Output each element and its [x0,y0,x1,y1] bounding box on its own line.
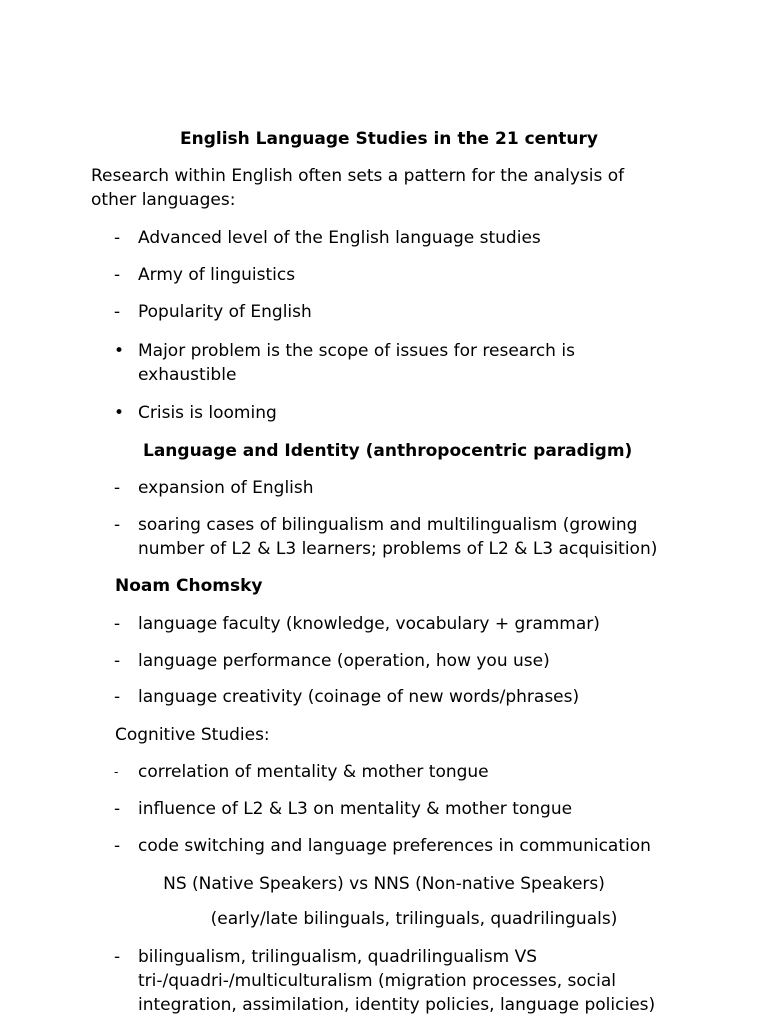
document-title: English Language Studies in the 21 century [180,129,598,149]
section-heading-chomsky: Noam Chomsky [115,576,263,596]
dash-marker: - [114,651,121,671]
dash-marker: - [114,228,121,248]
dash-marker: - [114,302,121,322]
dash-marker: - [114,687,121,707]
dash-marker: - [114,947,121,967]
dash-marker: - [114,515,121,535]
dash-marker: - [114,836,121,856]
dash-marker: - [114,799,121,819]
bullet-marker: • [114,341,125,361]
intro-line-2: other languages: [91,190,236,210]
centered-line-ns-nns: NS (Native Speakers) vs NNS (Non-native Speakers) [163,874,605,894]
dash-marker: - [114,265,121,285]
dash-marker: - [114,614,121,634]
dash-marker: - [114,478,121,498]
centered-line-bilinguals: (early/late bilinguals, trilinguals, quadrilinguals) [210,909,618,929]
cognitive-studies-label: Cognitive Studies: [115,725,270,745]
intro-line-1: Research within English often sets a pattern for the analysis of [91,166,625,186]
dash-marker: - [114,765,119,779]
section-heading-identity: Language and Identity (anthropocentric paradigm) [143,441,633,461]
bullet-marker: • [114,403,125,423]
